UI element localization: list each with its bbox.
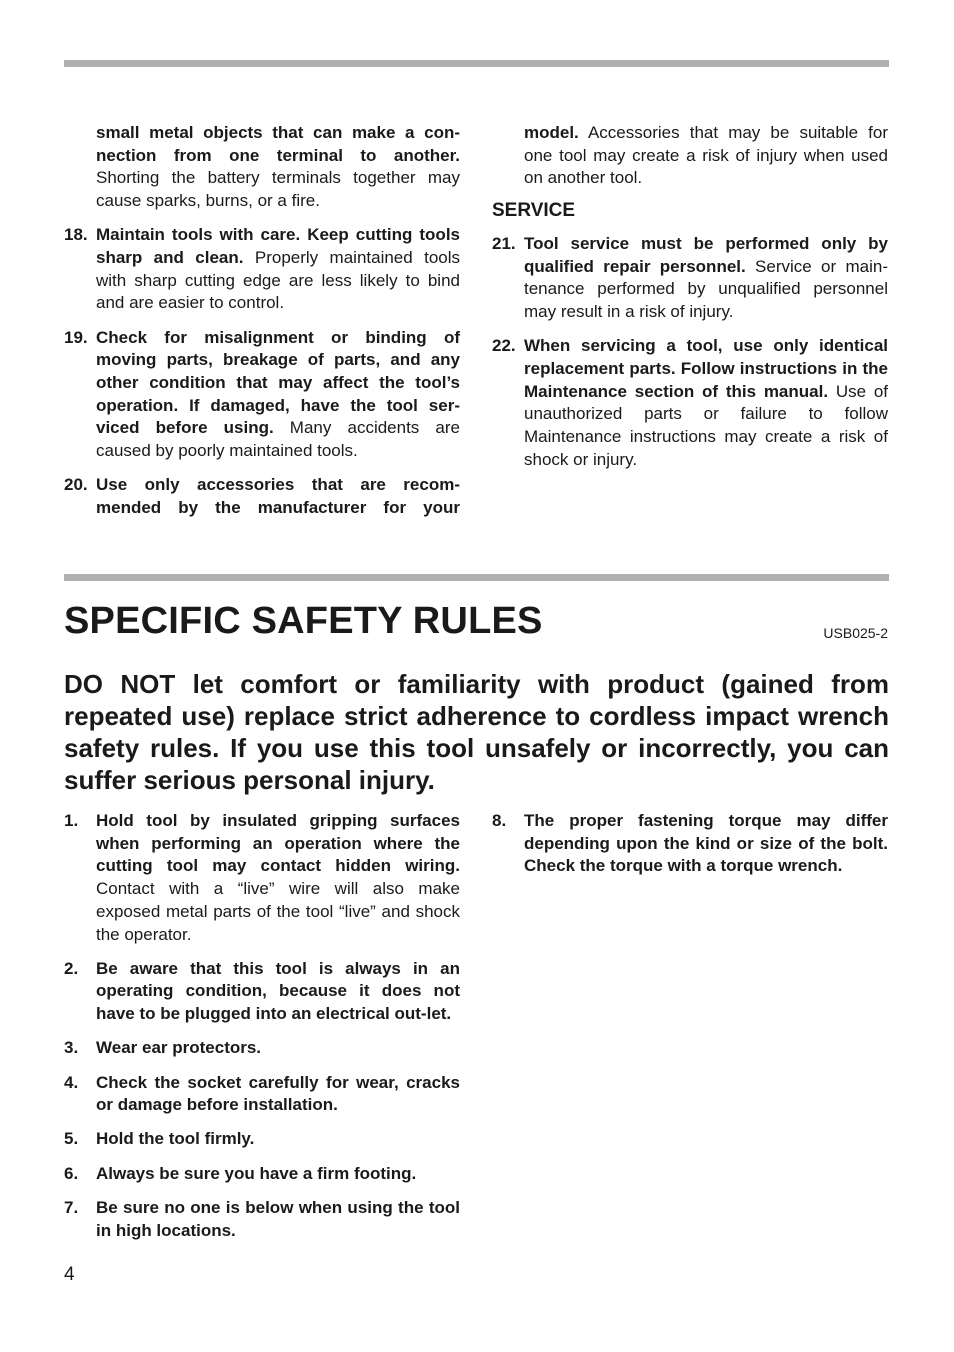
item-bold-text: When servicing a tool, use only identical replacement parts. Follow instructions in the Maintenance section of this manual. — [524, 336, 888, 401]
continued-item-20 — [492, 122, 888, 190]
item-number: 2. — [64, 958, 79, 978]
item-text: Service or main-tenance performed by unqualified personnel may result in a risk of injury. — [524, 256, 888, 321]
item-text: Many accidents are caused by poorly maintained tools. — [96, 418, 460, 461]
item-number: 1. — [64, 811, 79, 830]
section-title: SPECIFIC SAFETY RULES — [64, 600, 543, 642]
rule-item-1 — [64, 810, 460, 946]
item-bold-text: Tool service must be performed only by qualified repair personnel. — [524, 233, 888, 276]
rule-item-8 — [492, 810, 888, 878]
item-bold-text: Check for misalignment or binding of moving parts, breakage of parts, and any other condition that may affect the tool’s operation. If damaged, have the tool ser-viced before using. — [96, 327, 460, 438]
item-text: Use of unauthorized parts or failure to follow Maintenance instructions may create a risk of shock or injury. — [524, 381, 889, 469]
rule-item-22 — [492, 335, 888, 471]
rule-item-3 — [64, 1037, 460, 1060]
continued-text: Accessories that may be suitable for one tool may create a risk of injury when used on another tool. — [524, 123, 888, 188]
warning-paragraph: DO NOT let comfort or familiarity with product (gained from repeated use) replace strict adherence to cordless impact wrench safety rules. If you use this tool unsafely or incorrectly, you can suffer serious personal injury. — [64, 669, 889, 795]
rule-item-20 — [64, 474, 460, 519]
top-right-column — [492, 122, 888, 483]
item-number: 7. — [64, 1197, 79, 1217]
item-number: 3. — [64, 1038, 79, 1058]
rule-item-7 — [64, 1197, 460, 1242]
item-number: 19. — [64, 327, 88, 347]
rule-item-19 — [64, 327, 460, 463]
item-bold-text: The proper fastening torque may differ depending upon the kind or size of the bolt. Check the torque with a torque wrench. — [524, 811, 888, 876]
continued-bold-text: model. — [524, 123, 579, 142]
rule-item-18 — [64, 224, 460, 315]
rule-item-21 — [492, 233, 888, 324]
item-bold-text: Use only accessories that are recom-mended by the manufacturer for your — [96, 475, 460, 518]
rule-item-5 — [64, 1128, 460, 1151]
top-left-column — [64, 122, 460, 531]
bottom-right-column — [492, 810, 888, 890]
item-bold-text: Hold tool by insulated gripping surfaces when performing an operation where the cutting tool may contact hidden wiring. — [96, 811, 460, 876]
item-bold-text: Maintain tools with care. Keep cutting tools sharp and clean. — [96, 225, 460, 268]
continued-text: Shorting the battery terminals together may cause sparks, burns, or a fire. — [96, 168, 460, 211]
bottom-left-column — [64, 810, 460, 1254]
item-text: Properly maintained tools with sharp cutting edge are less likely to bind and are easier to control. — [96, 248, 460, 313]
item-bold-text: Be aware that this tool is always in an operating condition, because it does not have to be plugged into an electrical out-let. — [96, 958, 460, 1024]
item-number: 8. — [492, 811, 507, 830]
rule-item-2 — [64, 958, 460, 1026]
continued-item-17 — [64, 122, 460, 213]
top-divider — [64, 60, 889, 67]
item-number: 4. — [64, 1072, 79, 1092]
item-bold-text: Wear ear protectors. — [96, 1038, 262, 1058]
item-number: 5. — [64, 1129, 79, 1149]
item-text: Contact with a “live” wire will also make exposed metal parts of the tool “live” and shock the operator. — [96, 879, 460, 944]
item-number: 22. — [492, 336, 516, 356]
service-heading: SERVICE — [492, 200, 576, 222]
item-number: 6. — [64, 1163, 79, 1183]
document-code: USB025-2 — [823, 625, 888, 641]
section-divider — [64, 574, 889, 581]
item-bold-text: Check the socket carefully for wear, cracks or damage before installation. — [96, 1072, 460, 1115]
rule-item-6 — [64, 1163, 460, 1186]
item-number: 20. — [64, 475, 88, 495]
item-bold-text: Be sure no one is below when using the tool in high locations. — [96, 1197, 460, 1240]
item-number: 21. — [492, 233, 516, 253]
item-bold-text: Always be sure you have a firm footing. — [96, 1163, 417, 1183]
page-number: 4 — [64, 1264, 75, 1285]
continued-bold-text: small metal objects that can make a con-nection from one terminal to another. — [96, 123, 460, 165]
item-number: 18. — [64, 225, 88, 245]
item-bold-text: Hold the tool firmly. — [96, 1129, 255, 1149]
rule-item-4 — [64, 1072, 460, 1117]
